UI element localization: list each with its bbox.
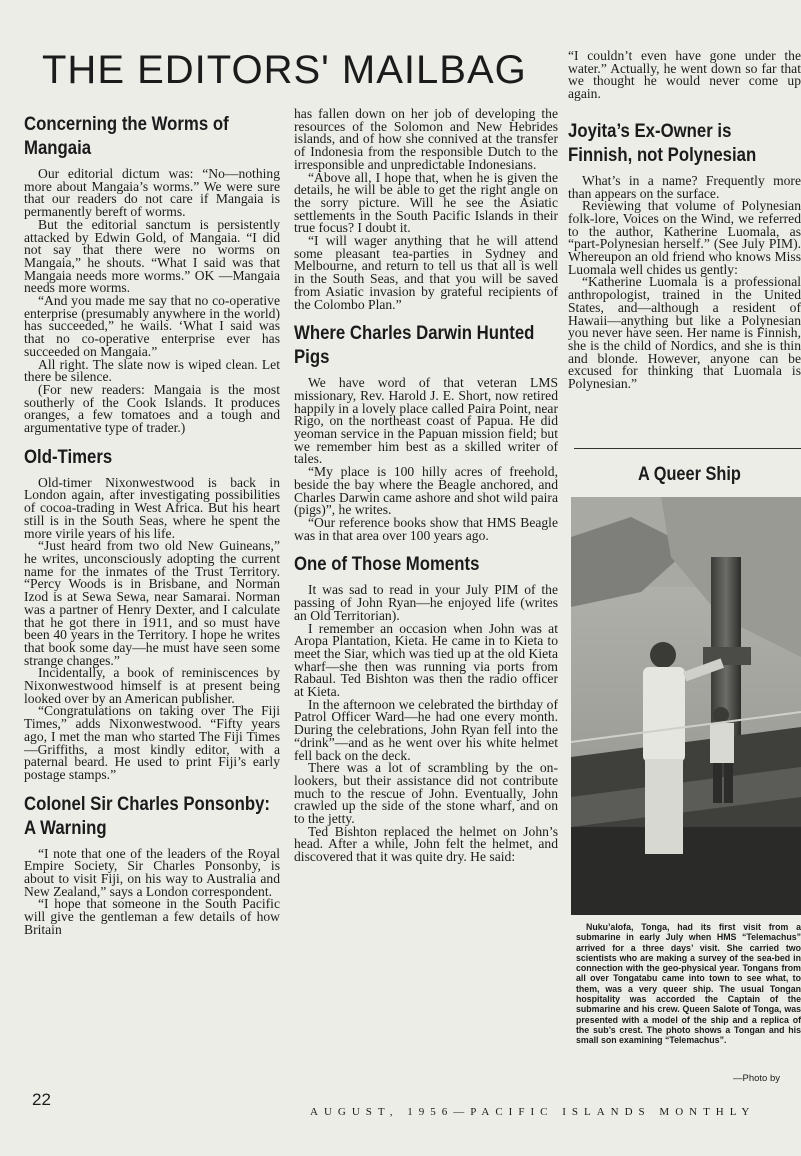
paragraph: “Katherine Luomala is a professional anthropologist, trained in the United States, and—although a resident of Hawaii—anything but like a Polynesian you never have seen. Her name is Finnish, she is the child of Nordics, and she is thin and blonde. However, anyone can be excused for thinking that Luomala is Polynesian.” [568, 274, 801, 392]
paragraph: In the afternoon we celebrated the birthday of Patrol Officer Ward—he had one every month. During the celebrations, John Ryan fell into the “drink”—and as he went over his white helmet fell back on the deck. [294, 696, 558, 763]
heading-worms-of-mangaia: Concerning the Worms of Mangaia [24, 113, 229, 159]
paragraph: Our editorial dictum was: “No—nothing more about Mangaia’s worms.” We were sure that our readers do not care if Mangaia is permanently bereft of worms. [24, 166, 280, 220]
paragraph: All right. The slate now is wiped clean. Let there be silence. [24, 356, 280, 385]
heading-charles-darwin: Where Charles Darwin Hunted Pigs [294, 322, 535, 369]
column-3 [568, 50, 801, 422]
paragraph: Reviewing that volume of Polynesian folk-lore, Voices on the Wind, we referred to the author, Katherine Luomala, as “part-Polynesian herself.” (See July PIM). Whereupon an old friend who knows Miss Luomala well chides us gently: [568, 198, 801, 277]
paragraph: “Congratulations on taking over The Fiji Times,” adds Nixonwestwood. “Fifty years ago, I met the man who started The Fiji Times—Griffiths, a most kindly editor, with a paternal beard. He used to print Fiji’s early postage stamps.” [24, 703, 280, 782]
paragraph: “Above all, I hope that, when he is given the details, he will be able to get the right angle on the sorry picture. Will he see the Asiatic settlements in the South Pacific Islands in their true focus? I doubt it. [294, 169, 558, 236]
paragraph: “And you made me say that no co-operative enterprise (presumably anywhere in the world) has succeeded,” he wails. ‘What I said was that no co-operative enterprise ever has succeeded on Mangaia.” [24, 293, 280, 359]
masthead-title: THE EDITORS' MAILBAG [42, 48, 527, 92]
paragraph: I remember an occasion when John was at Aropa Plantation, Kieta. He came in to Kieta to meet the Siar, which was tied up at the old Kieta wharf—she then was running via ports from Rabaul. Ted Bishton was then the radio officer at Kieta. [294, 620, 558, 700]
heading-joyita: Joyita’s Ex-Owner is Finnish, not Polynesian [568, 119, 757, 166]
paragraph: “Just heard from two old New Guineans,” he writes, unconsciously adopting the current name for the inmates of the Trust Territory. “Percy Woods is in Brisbane, and Norman Izod is at Sewa Sewa, near Samarai. Norman was a partner of Henry Dexter, and I calculate that he got there in 1911, and so must have been 40 years in the Territory. I hope he writes that book some day—he must have seen some strange changes.” [24, 538, 280, 668]
paragraph: We have word of that veteran LMS missionary, Rev. Harold J. E. Short, now retired happily in a lovely place called Paira Point, near Rigo, on the northeast coast of Papua. He did yeoman service in the Papuan mission field; but we remember him best as a skilled writer of tales. [294, 375, 558, 467]
paragraph: “My place is 100 hilly acres of freehold, beside the bay where the Beagle anchored, and Charles Darwin came ashore and shot wild paira (pigs)”, he writes. [294, 464, 558, 518]
paragraph: has fallen down on her job of developing the resources of the Solomon and New Hebrides islands, and of how she connived at the transfer of Indonesia from the responsible Dutch to the irresponsible and unpredictable Indonesians. [294, 108, 558, 172]
running-footer: AUGUST, 1956—PACIFIC ISLANDS MONTHLY [310, 1106, 756, 1118]
heading-colonel-ponsonby: Colonel Sir Charles Ponsonby: A Warning [24, 792, 271, 839]
column-1 [24, 112, 280, 1100]
paragraph: Old-timer Nixonwestwood is back in London again, after investigating possibilities of cocoa-trading in West Africa. But his heart still is in the South Seas, where he spent the more virile years of his life. [24, 474, 280, 541]
paragraph: “I will wager anything that he will attend some pleasant tea-parties in Sydney and Melbourne, and return to tell us that all is well in the South Seas, and that you will be saved from Asiatic invasion by grateful recipients of the Colombo Plan.” [294, 233, 558, 312]
photo-caption: Nuku’alofa, Tonga, had its first visit from a submarine in early July when HMS “Telemachus” arrived for a three days’ visit. She carried two scientists who are making a survey of the sea-bed in connection with the geo-physical year. Tongans from all over Tongatabu came into town to see what, to them, was a very queer ship. The usual Tongan hospitality was accorded the Captain of the submarine and his crew. Queen Salote of Tonga, was presented with a model of the ship and a replica of the sub’s crest. The photo shows a Tongan and his small son examining “Telemachus”. [576, 922, 801, 1046]
paragraph: “I couldn’t even have gone under the water.” Actually, he went down so far that we thought he would never come up again. [568, 50, 801, 102]
paragraph: “I hope that someone in the South Pacific will give the gentleman a few details of how Britain [24, 896, 280, 937]
paragraph: “I note that one of the leaders of the Royal Empire Society, Sir Charles Ponsonby, is about to visit Fiji, on his way to Australia and New Zealand,” says a London correspondent. [24, 845, 280, 899]
page-number: 22 [32, 1090, 51, 1109]
heading-one-of-those-moments: One of Those Moments [294, 553, 480, 576]
heading-old-timers: Old-Timers [24, 445, 113, 468]
section-divider [574, 448, 801, 449]
paragraph: It was sad to read in your July PIM of the passing of John Ryan—he enjoyed life (writes an Old Territorian). [294, 582, 558, 623]
paragraph: Incidentally, a book of reminiscences by Nixonwestwood himself is at present being looked over by an American publisher. [24, 665, 280, 706]
paragraph: What’s in a name? Frequently more than appears on the surface. [568, 172, 801, 201]
paragraph: “Our reference books show that HMS Beagle was in that area over 100 years ago. [294, 514, 558, 543]
paragraph: Ted Bishton replaced the helmet on John’s head. After a while, John felt the helmet, and discovered that it was quite dry. He said: [294, 823, 558, 865]
submarine-photo [571, 497, 801, 915]
paragraph: (For new readers: Mangaia is the most southerly of the Cook Islands. It produces oranges, a few tomatoes and a tough and argumentative type of trader.) [24, 381, 280, 436]
column-2 [294, 108, 558, 1114]
photo-credit: —Photo by [733, 1073, 780, 1084]
photo-heading: A Queer Ship [638, 464, 741, 485]
paragraph: But the editorial sanctum is persistently attacked by Edwin Gold, of Mangaia. “I did not say that there were no worms on Mangaia,” he shouts. “What I said was that Mangaia needs more worms.” OK —Mangaia needs more worms. [24, 216, 280, 296]
paragraph: There was a lot of scrambling by the on-lookers, but their assistance did not contribute much to the rescue of John. Eventually, John crawled up the side of the stone wharf, and on to the jetty. [294, 760, 558, 827]
